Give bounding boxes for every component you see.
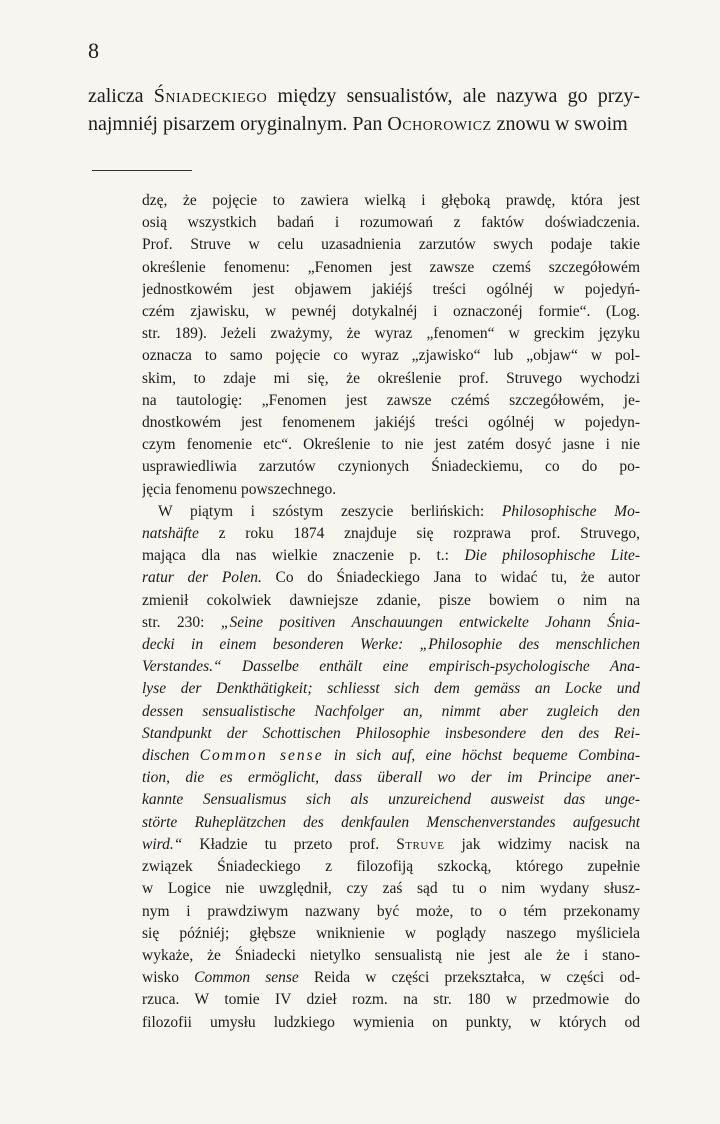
author-name-ochorowicz: Ochorowicz [387,113,492,135]
footnote-line: W piątym i szóstym zeszycie berlińskich: Philosophische Mo- [158,502,640,520]
footnote-separator [92,170,192,171]
footnote-line: str. 230: „Seine positiven Anschauungen entwickelte Johann Śnia- [142,613,640,631]
body-line-2: najmniéj pisarzem oryginalnym. Pan Ochorowicz znowu w swoim [88,113,628,135]
footnote-line: jednostkowém jest objawem jakiéjś treści ogólnéj w pojedyń- [142,280,640,298]
footnote-line: kannte Sensualismus sich als unzureichend ausweist das unge- [142,791,640,809]
common-sense-term: Common sense [194,969,299,987]
footnote-line: ratur der Polen. Co do Śniadeckiego Jana to widać tu, że autor [142,569,640,587]
footnote-line: dnostkowém jest fenomenem jakiéjś treści ogólnéj w pojedyn- [142,414,640,432]
footnote-line: zmienił cokolwiek dawniejsze zdanie, pisze bowiem o nim na [142,591,640,609]
footnote-line: określenie fenomenu: „Fenomen jest zawsze czemś szczegółowém [142,258,640,276]
footnote-text [142,190,640,1034]
footnote-line: związek Śniadeckiego z filozofiją szkocką, którego zupełnie [142,858,640,876]
footnote-line: lyse der Denkthätigkeit; schliesst sich dem gemäss an Locke und [142,680,640,698]
footnote-line: wird.“ Kładzie tu przeto prof. Struve jak widzimy nacisk na [142,835,640,853]
main-body-text [88,82,640,138]
footnote-line: decki in einem besonderen Werke: „Philosophie des menschlichen [142,636,640,654]
page-number: 8 [88,38,99,63]
footnote-line: skim, to zdaje mi się, że określenie prof. Struvego wychodzi [142,369,640,387]
body-line-1: zalicza Śniadeckiego między sensualistów, ale nazywa go przy- [88,85,641,107]
footnote-line: osią wszystkich badań i rozumowań z faktów doświadczenia. [142,214,640,232]
footnote-line: nym i prawdziwym nazwany być może, to o tém przekonamy [142,902,640,920]
article-title: Die philosophische Lite- [464,547,640,565]
footnote-line: usprawiedliwia zarzutów czynionych Śniadeckiemu, co do po- [142,458,640,476]
footnote-line: wykaże, że Śniadecki nietylko sensualistą nie jest ale że i stano- [142,946,640,964]
footnote-line: filozofii umysłu ludzkiego wymienia on punkty, w których od [142,1013,640,1031]
footnote-line: dischen Common sense in sich auf, eine höchst bequeme Combina- [142,747,640,765]
footnote-paragraph-2 [142,501,640,1034]
footnote-line: jęcia fenomenu powszechnego. [142,480,337,498]
footnote-line: Verstandes.“ Dasselbe enthält eine empirisch-psychologische Ana- [142,658,640,676]
footnote-line: oznacza to samo pojęcie co wyraz „zjawisko“ lub „objaw“ w pol- [142,347,640,365]
footnote-line: na tautologię: „Fenomen jest zawsze czémś szczegółowém, je- [142,391,640,409]
spaced-term: Common sense [199,747,324,765]
footnote-line: mająca dla nas wielkie znaczenie p. t.: Die philosophische Lite- [142,547,640,565]
footnote-line: wisko Common sense Reida w części przekształca, w części od- [142,969,640,987]
footnote-line: natshäfte z roku 1874 znajduje się rozprawa prof. Struvego, [142,525,640,543]
footnote-line: czym fenomenie etc“. Określenie to nie jest zatém dosyć jasne i nie [142,436,640,454]
footnote-line: w Logice nie uwzględnił, czy zaś sąd tu o nim wydany słusz- [142,880,640,898]
footnote-line: czém zjawisku, w pewnéj dotykalnéj i oznaczonéj formie“. (Log. [142,303,640,321]
author-name-struve: Struve [396,835,445,853]
journal-title: Philosophische Mo- [501,502,640,520]
footnote-line: rzuca. W tomie IV dzieł rozm. na str. 180 w przedmowie do [142,991,640,1009]
german-quotation: „Seine positiven Anschauungen entwickelte Johann Śnia- [220,613,640,631]
footnote-line: tion, die es ermöglicht, dass überall wo der im Principe aner- [142,769,640,787]
footnote-line: dessen sensualistische Nachfolger an, nimmt aber zugleich den [142,702,640,720]
footnote-line: störte Ruheplätzchen des denkfaulen Menschenverstandes aufgesucht [142,813,640,831]
footnote-line: dzę, że pojęcie to zawiera wielką i głęboką prawdę, która jest [142,192,640,209]
footnote-paragraph-1 [142,190,640,501]
footnote-line: Prof. Struve w celu uzasadnienia zarzutów swych podaje takie [142,236,640,254]
footnote-line: Standpunkt der Schottischen Philosophie insbesondere den des Rei- [142,724,640,742]
footnote-line: się późniéj; głębsze wniknienie w poglądy naszego myśliciela [142,924,640,942]
author-name-sniadecki: Śniadeckiego [153,85,268,107]
footnote-line: str. 189). Jeżeli zważymy, że wyraz „fenomen“ w greckim języku [142,325,640,343]
